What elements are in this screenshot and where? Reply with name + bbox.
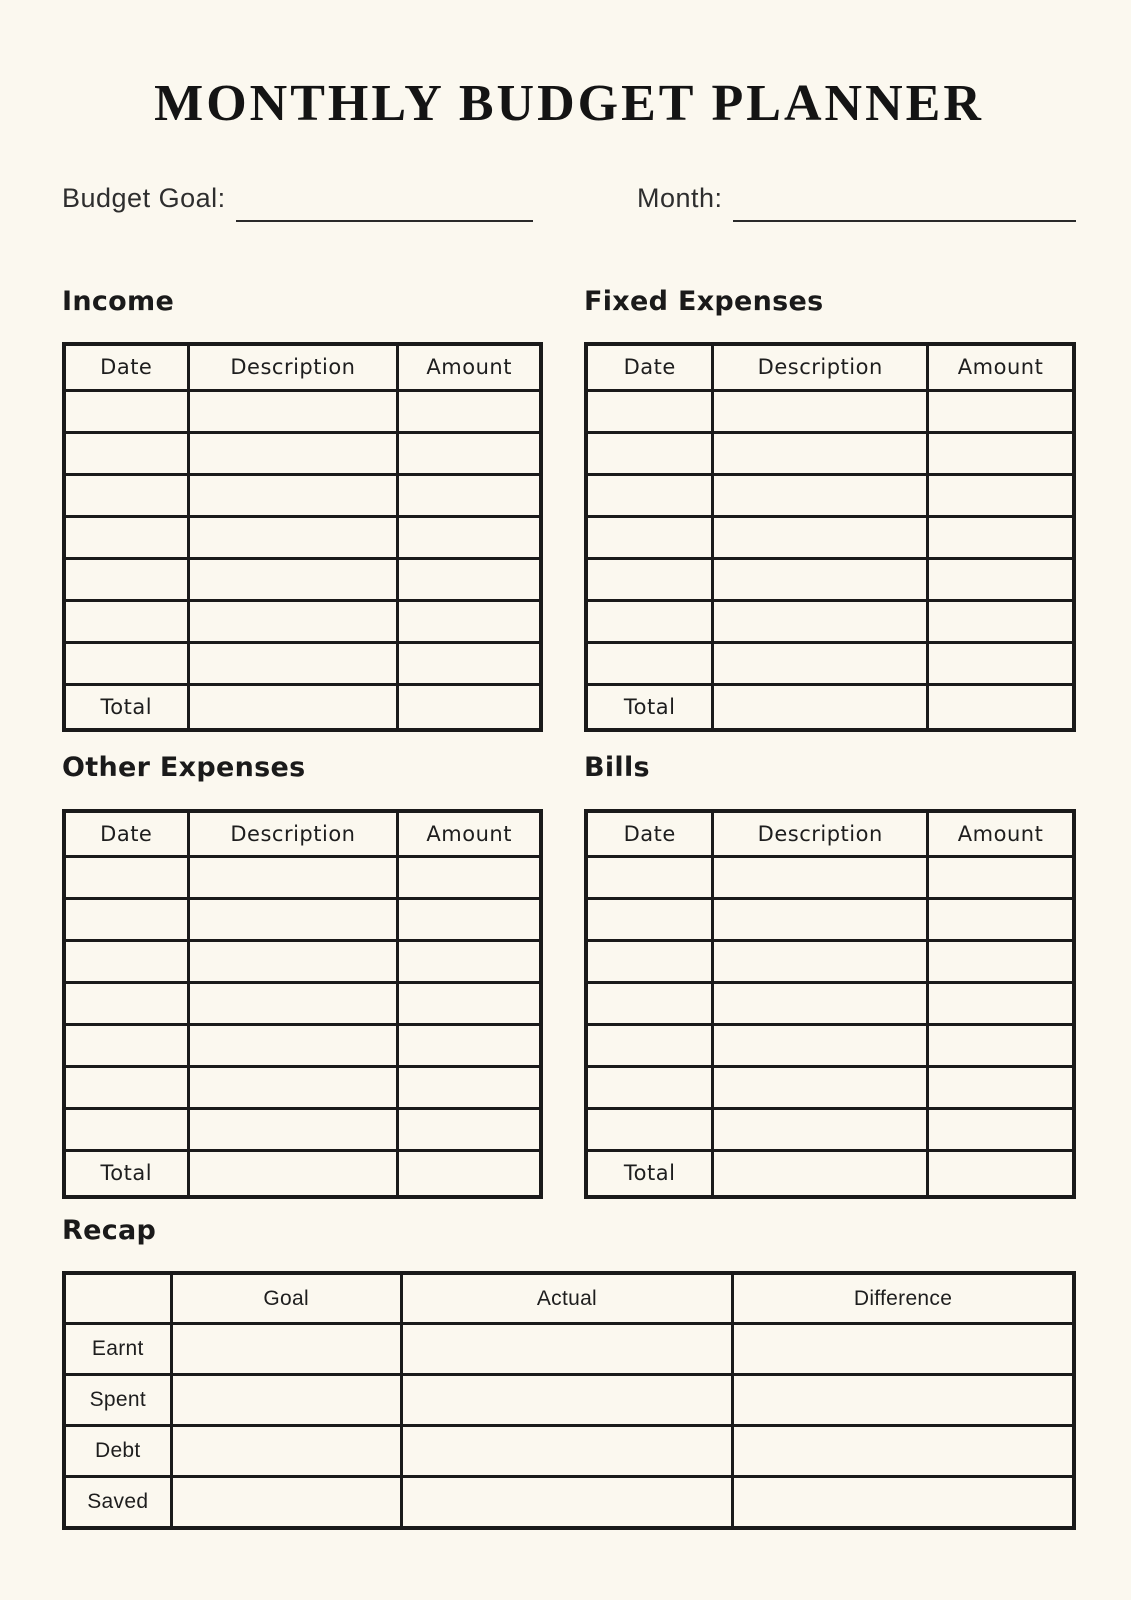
fixed-expenses-col-date: Date bbox=[586, 344, 713, 390]
empty-cell bbox=[64, 390, 188, 432]
empty-cell bbox=[713, 600, 928, 642]
fixed-expenses-header-row bbox=[586, 344, 1074, 390]
empty-cell bbox=[398, 516, 541, 558]
empty-cell bbox=[398, 1109, 541, 1151]
empty-cell bbox=[64, 857, 188, 899]
empty-cell bbox=[64, 516, 188, 558]
empty-cell bbox=[733, 1426, 1074, 1477]
recap-row-label-spent: Spent bbox=[64, 1375, 171, 1426]
bills-empty-row bbox=[586, 983, 1074, 1025]
other-expenses-section bbox=[62, 752, 543, 1198]
bills-header-row bbox=[586, 811, 1074, 857]
bills-total-row bbox=[586, 1151, 1074, 1197]
bills-empty-row bbox=[586, 1025, 1074, 1067]
empty-cell bbox=[713, 983, 928, 1025]
empty-cell bbox=[733, 1324, 1074, 1375]
recap-section bbox=[62, 1215, 1076, 1530]
recap-row-label-saved: Saved bbox=[64, 1477, 171, 1528]
fixed-expenses-table bbox=[584, 342, 1076, 732]
month-label: Month: bbox=[637, 183, 723, 213]
empty-cell bbox=[586, 941, 713, 983]
empty-cell bbox=[586, 600, 713, 642]
empty-cell bbox=[64, 600, 188, 642]
budget-goal-blank-line bbox=[236, 220, 533, 222]
empty-cell bbox=[586, 558, 713, 600]
other-expenses-empty-row bbox=[64, 857, 541, 899]
empty-cell bbox=[733, 1477, 1074, 1528]
budget-goal-field bbox=[62, 182, 533, 216]
other-expenses-total-label: Total bbox=[64, 1151, 188, 1197]
recap-col-goal: Goal bbox=[171, 1273, 401, 1324]
bills-empty-row bbox=[586, 1067, 1074, 1109]
bills-empty-row bbox=[586, 1109, 1074, 1151]
empty-cell bbox=[586, 1025, 713, 1067]
other-expenses-heading: Other Expenses bbox=[62, 752, 306, 784]
other-expenses-col-date: Date bbox=[64, 811, 188, 857]
empty-cell bbox=[713, 642, 928, 684]
empty-cell bbox=[713, 899, 928, 941]
empty-cell bbox=[586, 899, 713, 941]
bills-col-amount: Amount bbox=[928, 811, 1074, 857]
month-blank-line bbox=[733, 220, 1076, 222]
other-expenses-empty-row bbox=[64, 1025, 541, 1067]
empty-cell bbox=[713, 1067, 928, 1109]
recap-row-earnt bbox=[64, 1324, 1074, 1375]
bills-col-description: Description bbox=[713, 811, 928, 857]
empty-cell bbox=[398, 474, 541, 516]
fixed-expenses-empty-row bbox=[586, 432, 1074, 474]
empty-cell bbox=[713, 684, 928, 730]
bills-empty-row bbox=[586, 941, 1074, 983]
empty-cell bbox=[928, 941, 1074, 983]
recap-corner-cell bbox=[64, 1273, 171, 1324]
bills-empty-row bbox=[586, 857, 1074, 899]
empty-cell bbox=[398, 857, 541, 899]
recap-row-saved bbox=[64, 1477, 1074, 1528]
fixed-expenses-empty-row bbox=[586, 600, 1074, 642]
other-expenses-total-row bbox=[64, 1151, 541, 1197]
income-empty-row bbox=[64, 432, 541, 474]
income-empty-row bbox=[64, 390, 541, 432]
recap-col-difference: Difference bbox=[733, 1273, 1074, 1324]
income-empty-row bbox=[64, 474, 541, 516]
other-expenses-header-row bbox=[64, 811, 541, 857]
fixed-expenses-empty-row bbox=[586, 390, 1074, 432]
empty-cell bbox=[928, 1025, 1074, 1067]
empty-cell bbox=[586, 642, 713, 684]
empty-cell bbox=[401, 1324, 732, 1375]
empty-cell bbox=[188, 558, 398, 600]
empty-cell bbox=[188, 857, 398, 899]
empty-cell bbox=[928, 1151, 1074, 1197]
empty-cell bbox=[928, 600, 1074, 642]
income-empty-row bbox=[64, 558, 541, 600]
empty-cell bbox=[928, 642, 1074, 684]
empty-cell bbox=[188, 983, 398, 1025]
income-section bbox=[62, 286, 543, 732]
empty-cell bbox=[64, 642, 188, 684]
empty-cell bbox=[188, 516, 398, 558]
empty-cell bbox=[398, 1025, 541, 1067]
fixed-expenses-total-label: Total bbox=[586, 684, 713, 730]
empty-cell bbox=[586, 1067, 713, 1109]
empty-cell bbox=[398, 600, 541, 642]
empty-cell bbox=[586, 474, 713, 516]
empty-cell bbox=[928, 1067, 1074, 1109]
empty-cell bbox=[713, 1025, 928, 1067]
income-table bbox=[62, 342, 543, 732]
other-expenses-col-amount: Amount bbox=[398, 811, 541, 857]
empty-cell bbox=[171, 1324, 401, 1375]
empty-cell bbox=[171, 1426, 401, 1477]
empty-cell bbox=[398, 1151, 541, 1197]
empty-cell bbox=[713, 1109, 928, 1151]
empty-cell bbox=[586, 1109, 713, 1151]
empty-cell bbox=[398, 983, 541, 1025]
empty-cell bbox=[928, 684, 1074, 730]
empty-cell bbox=[64, 1109, 188, 1151]
budget-goal-label: Budget Goal: bbox=[62, 183, 226, 213]
empty-cell bbox=[713, 516, 928, 558]
bills-col-date: Date bbox=[586, 811, 713, 857]
fixed-expenses-empty-row bbox=[586, 474, 1074, 516]
empty-cell bbox=[188, 1109, 398, 1151]
empty-cell bbox=[928, 432, 1074, 474]
recap-row-debt bbox=[64, 1426, 1074, 1477]
other-expenses-empty-row bbox=[64, 1109, 541, 1151]
other-expenses-table bbox=[62, 809, 543, 1199]
bills-table bbox=[584, 809, 1076, 1199]
empty-cell bbox=[188, 941, 398, 983]
empty-cell bbox=[586, 983, 713, 1025]
income-col-description: Description bbox=[188, 344, 398, 390]
income-header-row bbox=[64, 344, 541, 390]
empty-cell bbox=[171, 1375, 401, 1426]
empty-cell bbox=[64, 983, 188, 1025]
recap-heading: Recap bbox=[62, 1214, 157, 1246]
empty-cell bbox=[401, 1426, 732, 1477]
empty-cell bbox=[713, 432, 928, 474]
empty-cell bbox=[586, 857, 713, 899]
empty-cell bbox=[188, 899, 398, 941]
empty-cell bbox=[928, 983, 1074, 1025]
empty-cell bbox=[928, 390, 1074, 432]
empty-cell bbox=[64, 558, 188, 600]
fixed-expenses-empty-row bbox=[586, 516, 1074, 558]
empty-cell bbox=[188, 684, 398, 730]
empty-cell bbox=[928, 1109, 1074, 1151]
empty-cell bbox=[713, 558, 928, 600]
empty-cell bbox=[188, 1067, 398, 1109]
recap-col-actual: Actual bbox=[401, 1273, 732, 1324]
income-col-date: Date bbox=[64, 344, 188, 390]
empty-cell bbox=[188, 600, 398, 642]
empty-cell bbox=[398, 899, 541, 941]
empty-cell bbox=[733, 1375, 1074, 1426]
bills-heading: Bills bbox=[584, 752, 650, 784]
empty-cell bbox=[928, 558, 1074, 600]
empty-cell bbox=[398, 432, 541, 474]
recap-row-spent bbox=[64, 1375, 1074, 1426]
bills-section bbox=[584, 752, 1076, 1198]
page-title: MONTHLY BUDGET PLANNER bbox=[154, 75, 984, 132]
income-empty-row bbox=[64, 642, 541, 684]
empty-cell bbox=[713, 1151, 928, 1197]
empty-cell bbox=[713, 941, 928, 983]
fixed-expenses-empty-row bbox=[586, 558, 1074, 600]
empty-cell bbox=[713, 390, 928, 432]
empty-cell bbox=[398, 941, 541, 983]
empty-cell bbox=[928, 899, 1074, 941]
header-fields bbox=[62, 182, 1076, 216]
recap-table bbox=[62, 1271, 1076, 1530]
fixed-expenses-empty-row bbox=[586, 642, 1074, 684]
empty-cell bbox=[188, 1025, 398, 1067]
fixed-expenses-section bbox=[584, 286, 1076, 732]
empty-cell bbox=[171, 1477, 401, 1528]
empty-cell bbox=[928, 474, 1074, 516]
empty-cell bbox=[64, 1067, 188, 1109]
empty-cell bbox=[398, 642, 541, 684]
empty-cell bbox=[713, 474, 928, 516]
empty-cell bbox=[398, 558, 541, 600]
empty-cell bbox=[64, 1025, 188, 1067]
empty-cell bbox=[713, 857, 928, 899]
other-expenses-empty-row bbox=[64, 941, 541, 983]
fixed-expenses-total-row bbox=[586, 684, 1074, 730]
empty-cell bbox=[64, 432, 188, 474]
empty-cell bbox=[586, 516, 713, 558]
income-empty-row bbox=[64, 516, 541, 558]
month-field bbox=[637, 182, 1076, 216]
empty-cell bbox=[64, 474, 188, 516]
bills-total-label: Total bbox=[586, 1151, 713, 1197]
empty-cell bbox=[64, 941, 188, 983]
empty-cell bbox=[188, 474, 398, 516]
empty-cell bbox=[188, 1151, 398, 1197]
empty-cell bbox=[401, 1477, 732, 1528]
income-col-amount: Amount bbox=[398, 344, 541, 390]
empty-cell bbox=[586, 390, 713, 432]
empty-cell bbox=[586, 432, 713, 474]
empty-cell bbox=[398, 1067, 541, 1109]
income-total-row bbox=[64, 684, 541, 730]
recap-header-row bbox=[64, 1273, 1074, 1324]
income-total-label: Total bbox=[64, 684, 188, 730]
empty-cell bbox=[64, 899, 188, 941]
recap-row-label-earnt: Earnt bbox=[64, 1324, 171, 1375]
empty-cell bbox=[398, 390, 541, 432]
empty-cell bbox=[401, 1375, 732, 1426]
fixed-expenses-heading: Fixed Expenses bbox=[584, 285, 824, 317]
other-expenses-col-description: Description bbox=[188, 811, 398, 857]
income-empty-row bbox=[64, 600, 541, 642]
recap-row-label-debt: Debt bbox=[64, 1426, 171, 1477]
other-expenses-empty-row bbox=[64, 983, 541, 1025]
bills-empty-row bbox=[586, 899, 1074, 941]
top-tables-row bbox=[62, 286, 1076, 732]
other-expenses-empty-row bbox=[64, 899, 541, 941]
income-heading: Income bbox=[62, 285, 175, 317]
empty-cell bbox=[188, 390, 398, 432]
empty-cell bbox=[188, 642, 398, 684]
empty-cell bbox=[188, 432, 398, 474]
empty-cell bbox=[928, 516, 1074, 558]
fixed-expenses-col-amount: Amount bbox=[928, 344, 1074, 390]
bottom-tables-row bbox=[62, 752, 1076, 1198]
empty-cell bbox=[398, 684, 541, 730]
other-expenses-empty-row bbox=[64, 1067, 541, 1109]
empty-cell bbox=[928, 857, 1074, 899]
fixed-expenses-col-description: Description bbox=[713, 344, 928, 390]
